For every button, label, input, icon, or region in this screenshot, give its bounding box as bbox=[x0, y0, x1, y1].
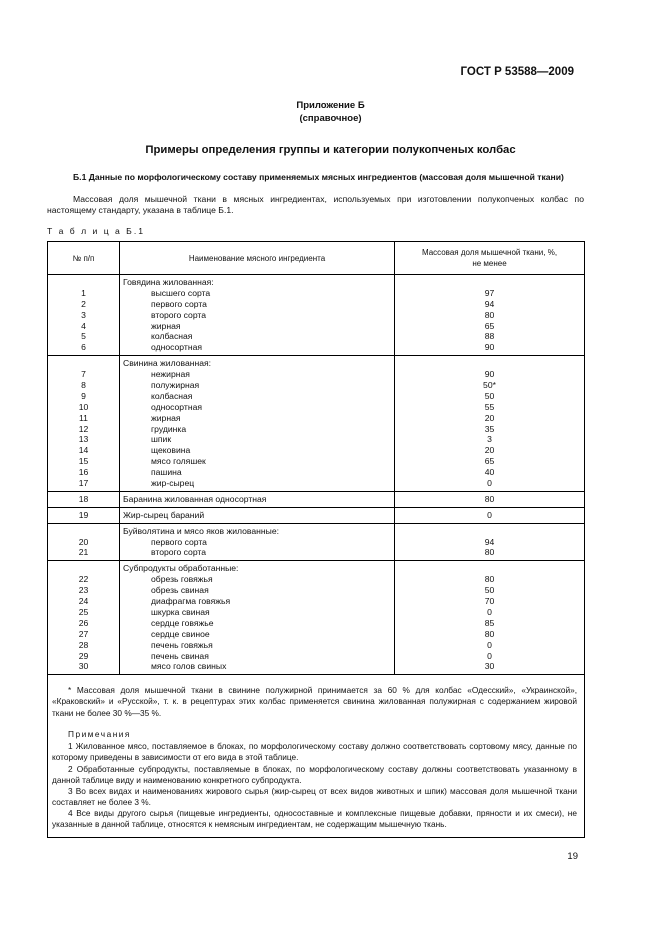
group-title: Свинина жилованная: bbox=[123, 358, 212, 369]
group-spacer bbox=[48, 277, 119, 288]
row-value: 80 bbox=[484, 493, 495, 504]
row-ingredient: жир-сырец bbox=[151, 478, 195, 489]
row-number: 2 bbox=[81, 298, 86, 309]
ingredients-table bbox=[47, 241, 585, 675]
group-spacer bbox=[395, 358, 584, 369]
table-footnote: * Массовая доля мышечной ткани в свинине полужирной принимается за 60 % для колбас «Одесский», «Украинской», «Краковский» и «Русской», т. к. в рецептурах этих колбас применяется свинина жилованная полужирная с содержанием жировой ткани не более 30 %—35 %. bbox=[52, 685, 577, 718]
group-name-cell bbox=[120, 356, 395, 492]
table-group bbox=[48, 507, 585, 523]
row-value: 0 bbox=[487, 509, 492, 520]
group-spacer bbox=[395, 526, 584, 537]
row-value: 40 bbox=[484, 467, 495, 478]
row-number: 25 bbox=[78, 606, 89, 617]
row-ingredient: второго сорта bbox=[151, 309, 207, 320]
row-number: 23 bbox=[78, 585, 89, 596]
row-value: 50* bbox=[483, 380, 496, 391]
group-value-cell bbox=[395, 561, 585, 675]
note-2: 2 Обработанные субпродукты, поставляемые в блоках, по морфологическому составу должны соответствовать указанному в данной таблице виду и наименованию конкретного субпродукта. bbox=[52, 764, 577, 786]
row-ingredient: односортная bbox=[151, 401, 203, 412]
row-number: 8 bbox=[81, 380, 86, 391]
group-value-cell bbox=[395, 356, 585, 492]
row-value: 20 bbox=[484, 412, 495, 423]
group-num-cell bbox=[48, 523, 120, 561]
row-value: 0 bbox=[487, 650, 492, 661]
table-caption: Т а б л и ц а Б.1 bbox=[47, 226, 145, 236]
row-ingredient: мясо голяшек bbox=[151, 456, 206, 467]
group-spacer bbox=[395, 563, 584, 574]
row-number: 13 bbox=[78, 434, 89, 445]
appendix-type: (справочное) bbox=[299, 113, 362, 124]
row-ingredient: мясо голов свиных bbox=[151, 661, 227, 672]
note-4: 4 Все виды другого сырья (пищевые ингредиенты, односоставные и комплексные пищевые добавки, пряности и их смеси), не указанные в данной таблице, относятся к немясным ингредиентам, не содержащим мышечную ткань. bbox=[52, 808, 577, 830]
group-name-cell bbox=[120, 491, 395, 507]
group-title: Буйволятина и мясо яков жилованные: bbox=[123, 525, 280, 536]
row-ingredient: жирная bbox=[151, 320, 181, 331]
group-spacer bbox=[48, 526, 119, 537]
group-value-cell bbox=[395, 491, 585, 507]
table-group bbox=[48, 356, 585, 492]
row-ingredient: шпик bbox=[151, 434, 172, 445]
table-group bbox=[48, 275, 585, 356]
row-ingredient: полужирная bbox=[151, 380, 200, 391]
row-number: 14 bbox=[78, 445, 89, 456]
row-ingredient: печень говяжья bbox=[151, 639, 213, 650]
row-value: 55 bbox=[484, 401, 495, 412]
row-ingredient: диафрагма говяжья bbox=[151, 596, 231, 607]
table-group bbox=[48, 561, 585, 675]
header-value-line2: не менее bbox=[472, 259, 507, 268]
group-name-cell bbox=[120, 523, 395, 561]
row-number: 30 bbox=[78, 661, 89, 672]
group-num-cell bbox=[48, 356, 120, 492]
row-value: 85 bbox=[484, 617, 495, 628]
row-value: 50 bbox=[484, 585, 495, 596]
row-ingredient: односортная bbox=[151, 342, 203, 353]
appendix-title: Приложение Б bbox=[296, 100, 365, 111]
section-text: Массовая доля мышечной ткани в мясных ингредиентах, используемых при изготовлении полукопченых колбас по настоящему стандарту, указана в таблице Б.1. bbox=[47, 194, 584, 216]
standard-number: ГОСТ Р 53588—2009 bbox=[460, 66, 574, 78]
row-value: 20 bbox=[484, 445, 495, 456]
header-name: Наименование мясного ингредиента bbox=[120, 242, 395, 275]
row-value: 80 bbox=[484, 309, 495, 320]
row-ingredient: сердце свиное bbox=[151, 628, 210, 639]
row-number: 22 bbox=[78, 574, 89, 585]
group-title: Субпродукты обработанные: bbox=[123, 563, 239, 574]
row-ingredient: первого сорта bbox=[151, 298, 207, 309]
row-number: 4 bbox=[81, 320, 86, 331]
row-value: 88 bbox=[484, 331, 495, 342]
row-ingredient: нежирная bbox=[151, 369, 190, 380]
row-value: 80 bbox=[484, 628, 495, 639]
row-number: 1 bbox=[81, 287, 86, 298]
row-number: 27 bbox=[78, 628, 89, 639]
row-number: 24 bbox=[78, 596, 89, 607]
row-value: 90 bbox=[484, 342, 495, 353]
row-number: 9 bbox=[81, 390, 86, 401]
table-group bbox=[48, 523, 585, 561]
row-value: 0 bbox=[487, 606, 492, 617]
row-ingredient: высшего сорта bbox=[151, 287, 211, 298]
row-ingredient: второго сорта bbox=[151, 547, 207, 558]
row-ingredient: Баранина жилованная односортная bbox=[123, 493, 267, 504]
notes-title: Примечания bbox=[68, 729, 131, 739]
row-number: 5 bbox=[81, 331, 86, 342]
row-number: 12 bbox=[78, 423, 89, 434]
group-spacer bbox=[395, 277, 584, 288]
row-value: 80 bbox=[484, 574, 495, 585]
row-ingredient: колбасная bbox=[151, 390, 193, 401]
group-num-cell bbox=[48, 561, 120, 675]
row-number: 11 bbox=[79, 412, 88, 423]
header-value-line1: Массовая доля мышечной ткани, %, bbox=[421, 248, 558, 257]
row-number: 15 bbox=[78, 456, 89, 467]
row-value: 30 bbox=[484, 661, 495, 672]
row-number: 26 bbox=[78, 617, 89, 628]
row-ingredient: обрезь говяжья bbox=[151, 574, 213, 585]
row-ingredient: Жир-сырец бараний bbox=[123, 509, 205, 520]
row-value: 0 bbox=[487, 478, 492, 489]
row-number: 18 bbox=[78, 493, 89, 504]
group-title: Говядина жилованная: bbox=[123, 277, 214, 287]
row-value: 70 bbox=[484, 596, 495, 607]
row-ingredient: первого сорта bbox=[151, 536, 207, 547]
section-heading: Б.1 Данные по морфологическому составу применяемых мясных ингредиентов (массовая доля мышечной ткани) bbox=[73, 172, 564, 182]
row-number: 16 bbox=[78, 467, 89, 478]
row-value: 50 bbox=[484, 390, 495, 401]
row-number: 6 bbox=[81, 342, 86, 353]
row-ingredient: печень свиная bbox=[151, 650, 209, 661]
row-value: 80 bbox=[484, 547, 495, 558]
row-value: 94 bbox=[484, 536, 495, 547]
table-group bbox=[48, 491, 585, 507]
row-ingredient: колбасная bbox=[151, 331, 193, 342]
header-value bbox=[395, 242, 585, 275]
group-value-cell bbox=[395, 275, 585, 356]
row-value: 97 bbox=[484, 287, 495, 298]
header-num: № п/п bbox=[48, 242, 120, 275]
row-number: 7 bbox=[81, 369, 86, 380]
row-ingredient: сердце говяжье bbox=[151, 617, 214, 628]
row-ingredient: щековина bbox=[151, 445, 191, 456]
page-title: Примеры определения группы и категории полукопченых колбас bbox=[145, 144, 516, 156]
page-number: 19 bbox=[567, 851, 578, 862]
group-spacer bbox=[48, 563, 119, 574]
row-value: 0 bbox=[487, 639, 492, 650]
group-value-cell bbox=[395, 507, 585, 523]
row-value: 65 bbox=[484, 456, 495, 467]
row-number: 19 bbox=[78, 509, 89, 520]
row-number: 3 bbox=[81, 309, 86, 320]
row-ingredient: грудинка bbox=[151, 423, 187, 434]
row-value: 35 bbox=[484, 423, 495, 434]
row-ingredient: жирная bbox=[151, 412, 181, 423]
note-1: 1 Жилованное мясо, поставляемое в блоках, по морфологическому составу должно соответствовать сортовому мясу, данные по которому приведены в зависимости от его вида в этой таблице. bbox=[52, 741, 577, 763]
group-num-cell bbox=[48, 491, 120, 507]
group-name-cell bbox=[120, 507, 395, 523]
table-body bbox=[48, 275, 585, 675]
row-value: 3 bbox=[487, 434, 492, 445]
row-value: 94 bbox=[484, 298, 495, 309]
group-name-cell bbox=[120, 275, 395, 356]
note-3: 3 Во всех видах и наименованиях жирового сырья (жир-сырец от всех видов животных и шпик) массовая доля мышечной ткани составляет не более 3 %. bbox=[52, 786, 577, 808]
row-value: 65 bbox=[484, 320, 495, 331]
group-value-cell bbox=[395, 523, 585, 561]
group-num-cell bbox=[48, 507, 120, 523]
row-number: 17 bbox=[78, 478, 89, 489]
row-ingredient: обрезь свиная bbox=[151, 585, 209, 596]
row-ingredient: шкурка свиная bbox=[151, 606, 210, 617]
table-header-row bbox=[48, 242, 585, 275]
group-name-cell bbox=[120, 561, 395, 675]
group-num-cell bbox=[48, 275, 120, 356]
row-value: 90 bbox=[484, 369, 495, 380]
row-number: 21 bbox=[78, 547, 89, 558]
row-number: 29 bbox=[78, 650, 89, 661]
row-number: 10 bbox=[78, 401, 89, 412]
group-spacer bbox=[48, 358, 119, 369]
row-number: 20 bbox=[78, 536, 89, 547]
row-ingredient: пашина bbox=[151, 467, 182, 478]
row-number: 28 bbox=[78, 639, 89, 650]
